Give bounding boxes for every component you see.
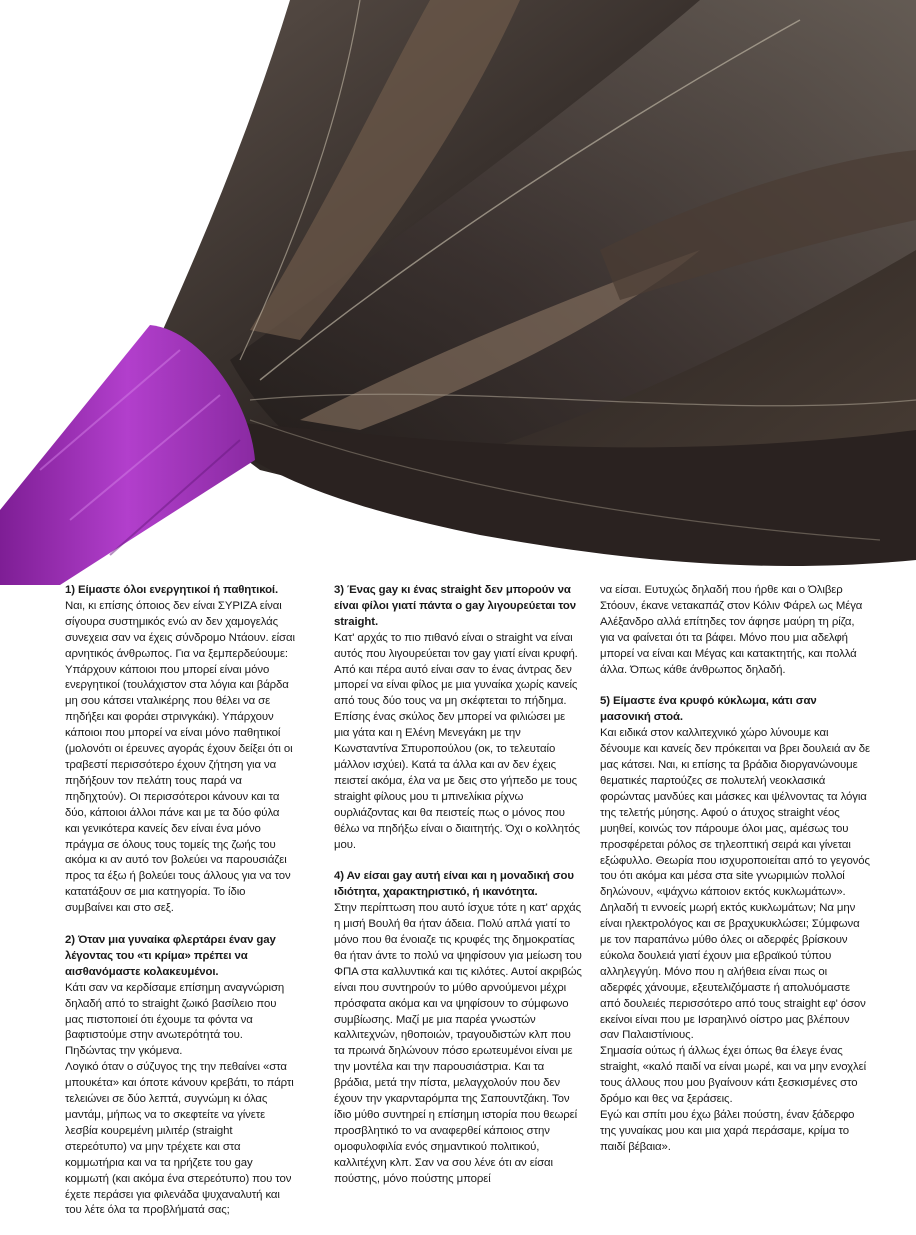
myth-paragraph: Πηδώντας την γκόμενα.	[65, 1045, 183, 1058]
myth-section-4-continued	[600, 583, 870, 678]
myth-paragraph: Λογικό όταν ο σύζυγος της την πεθαίνει «στα μπουκέτα» και όποτε κάνουν κρεβάτι, το πάρτι τελειώνει σε δύο λεπτά, συγνώμη κι όλας μαντάμ, μήπως να το σκεφτείτε να γίνετε λεσβία κουρεμένη μιλιτέρ (straight στερεότυπο) να μην τρέχετε και στα κομμωτήρια και να τα ηρήζετε του gay κομμωτή (και ακόμα ένα στερεότυπο) που τον έχετε περάσει για φιλενάδα ψυχαναλυτή και του λέτε όλα τα προβλήματά σας;	[65, 1061, 294, 1217]
myth-paragraph: Στην περίπτωση που αυτό ίσχυε τότε η κατ' αρχάς η μισή Βουλή θα ήταν άδεια. Πολύ απλά γιατί το μόνο που θα ένοιαζε τις κρυφές της δημοκρατίας θα ήταν άντε το πολύ να ψηφίσουν για μείωση του ΦΠΑ στα καλλυντικά και τις κιλότες. Αυτοί ακριβώς είναι που συντηρούν το μύθο αρνούμενοι μέχρι πρόσφατα ακόμα και να ψηφίσουν το σύμφωνο συμβίωσης. Μαζί με μια παρέα γνωστών καλλιτεχνών, ηθοποιών, τραγουδιστών κλπ που τα πρωινά δηλώνουν πόσο ερωτευμένοι είναι με την μοντέλα και την παρουσιάστρια. Και τα βράδια, μετά την πίστα, μελαγχολούν που δεν έχουν την γκαρνταρόμπα της Σαπουντζάκη. Τον ίδιο μύθο συντηρεί η επίσημη ιστορία που θεωρεί προσβλητικό το να αναφερθεί κάποιος στην ομοφυλοφιλία ενός σημαντικού πολιτικού, καλλιτέχνη κλπ. Σαν να σου λένε ότι αν είσαι πούστης, μόνο πούστης μπορεί	[334, 902, 582, 1185]
myth-section-3	[334, 583, 582, 853]
article-column-2	[334, 583, 582, 1204]
myth-section-1	[65, 583, 295, 917]
article-column-3	[600, 583, 870, 1172]
myth-paragraph: Και ειδικά στον καλλιτεχνικό χώρο λύνουμε και δένουμε και κανείς δεν πρόκειται να βρει δουλειά αν δε μας κάτσει. Ναι, κι επίσης τα βράδια διοργανώνουμε θεματικές παρτούζες σε πολυτελή νεοκλασικά φορώντας μανδύες και μάσκες και ψέλνοντας τα λόγια της τελετής μύησης. Αφού ο άτυχος straight νέος μυηθεί, κοινώς τον πάρουμε όλοι μας, αμέσως του προσφέρεται ρόλος σε τηλεοπτική σειρά και γίνεται εξώφυλλο. Θεωρία που ισχυροποιείται από το γεγονός του ότι ακόμα και μέσα στα site γνωριμιών πολλοί δηλώνουν, «ψάχνω κάποιον εκτός κυκλωμάτων». Δηλαδή τι εννοείς μωρή εκτός κυκλωμάτων; Να μην είναι ηλεκτρολόγος και σε βραχυκυκλώσει; Σύμφωνα με τον παραπάνω μύθο όλες οι αδερφές βρίσκουν εύκολα δουλειά γιατί έχουν μια εβραϊκού τύπου αλληλεγγύη. Μόνο που η αλήθεια είναι πως οι αδερφές χάνουμε, εξευτελιζόμαστε ή απολυόμαστε από δουλειές περισσότερο από τους straight εφ' όσον εκείνοι είναι που με Ισραηλινό οίστρο μας βλέπουν σαν Παλαιστίνιους.	[600, 727, 870, 1042]
article-column-1	[65, 583, 295, 1235]
myth-paragraph: Κάτι σαν να κερδίσαμε επίσημη αναγνώριση δηλαδή από το straight ζωικό βασίλειο που μας πιστοποιεί ότι έχουμε τα φόντα να βαφτιστούμε στην ανωτερότητά του.	[65, 981, 285, 1042]
myth-heading: 5) Είμαστε ένα κρυφό κύκλωμα, κάτι σαν μασονική στοά.	[600, 695, 817, 724]
myth-heading: 2) Όταν μια γυναίκα φλερτάρει έναν gay λέγοντας του «τι κρίμα» πρέπει να αισθανόμαστε κολακευμένοι.	[65, 934, 276, 978]
myth-heading: 1) Είμαστε όλοι ενεργητικοί ή παθητικοί.	[65, 584, 279, 596]
myth-paragraph: να είσαι. Ευτυχώς δηλαδή που ήρθε και ο Όλιβερ Στόουν, έκανε νετακαπάζ στον Κόλιν Φάρελ ως Μέγα Αλέξανδρο αλλά επίτηδες τον άφησε μαύρη τη ρίζα, για να φαίνεται ότι τα βάφει. Μόνο που μια αδελφή μπορεί να είναι και Μέγας και κατακτητής, και πολλά άλλα. Όπως κάθε άνθρωπος δηλαδή.	[600, 584, 863, 676]
myth-paragraph: Εγώ και σπίτι μου έχω βάλει πούστη, έναν ξάδερφο της γυναίκας μου και μια χαρά περάσαμε, κρίμα το παιδί βέβαια».	[600, 1109, 855, 1153]
myth-heading: 4) Αν είσαι gay αυτή είναι και η μοναδική σου ιδιότητα, χαρακτηριστικό, ή ικανότητα.	[334, 870, 574, 899]
myth-heading: 3) Ένας gay κι ένας straight δεν μπορούν να είναι φίλοι γιατί πάντα ο gay λιγουρεύεται τον straight.	[334, 584, 577, 628]
myth-section-2	[65, 933, 295, 1219]
myth-paragraph: Κατ' αρχάς το πιο πιθανό είναι ο straight να είναι αυτός που λιγουρεύεται τον gay γιατί είναι κρυφή. Από και πέρα αυτό είναι σαν το ένας άντρας δεν μπορεί να είναι φίλος με μια γυναίκα χωρίς κανείς από τους δύο τους να μη σκέφτεται το πήδημα. Επίσης ένας σκύλος δεν μπορεί να φιλιώσει με μια γάτα και η Ελένη Μενεγάκη με την Κωνσταντίνα Σπυροπούλου (οκ, το τελευταίο μάλλον ισχύει). Κατά τα άλλα και αν δεν έχεις πειστεί ακόμα, έλα να με δεις στο γήπεδο με τους straight φίλους μου τι μπινελίκια ρίχνω ουρλιάζοντας και θα πειστείς πως ο μόνος που θέλω να πηδήξω είναι ο διαιτητής. Όχι ο κολλητός μου.	[334, 631, 580, 851]
myth-paragraph: Ναι, κι επίσης όποιος δεν είναι ΣΥΡΙΖΑ είναι σίγουρα συστημικός ενώ αν δεν χαμογελάς συνεχεια σαν να έχεις σύνδρομο Ντάουν. είσαι αρνητικός άνθρωπος. Για να ξεμπερδεύουμε: Υπάρχουν κάποιοι που μπορεί είναι μόνο ενεργητικοί (τουλάχιστον στα λόγια και βάρδα μη σου κάτσει νταλικέρης που θέλει να σε πηδήξει και φοράει στρινγκάκι). Υπάρχουν κάποιοι που μπορεί να είναι μόνο παθητικοί (μολονότι οι έρευνες αγοράς έχουν δείξει ότι οι τραβεστί περισσότερο έχουν ζήτηση για να πηδήξουν τον πελάτη τους παρά να πηδηχτούν). Οι περισσότεροι κάνουν και τα δύο, κάποιοι άλλοι πάνε και με τα δύο φύλα και γενικότερα κανείς δεν είναι ένα μόνο πράγμα σε όλους τους τομείς της ζωής του ακόμα κι αν αυτό τον βολεύει να παρουσιάζει προς τα έξω ή βολεύει τους άλλους για να τον κατατάξουν σε μια κατηγορία. Το ίδιο συμβαίνει και στο σεξ.	[65, 599, 295, 915]
myth-section-5	[600, 694, 870, 1155]
myth-section-4	[334, 869, 582, 1187]
myth-paragraph: Σημασία ούτως ή άλλως έχει όπως θα έλεγε ένας straight, «καλό παιδί να είναι μωρέ, και να μην ενοχλεί τους άλλους που μου βγαίνουν κάτι ξεσκισμένες στο δρόμο και θες να ξεράσεις.	[600, 1045, 867, 1106]
feather-duster-photo	[0, 0, 916, 585]
